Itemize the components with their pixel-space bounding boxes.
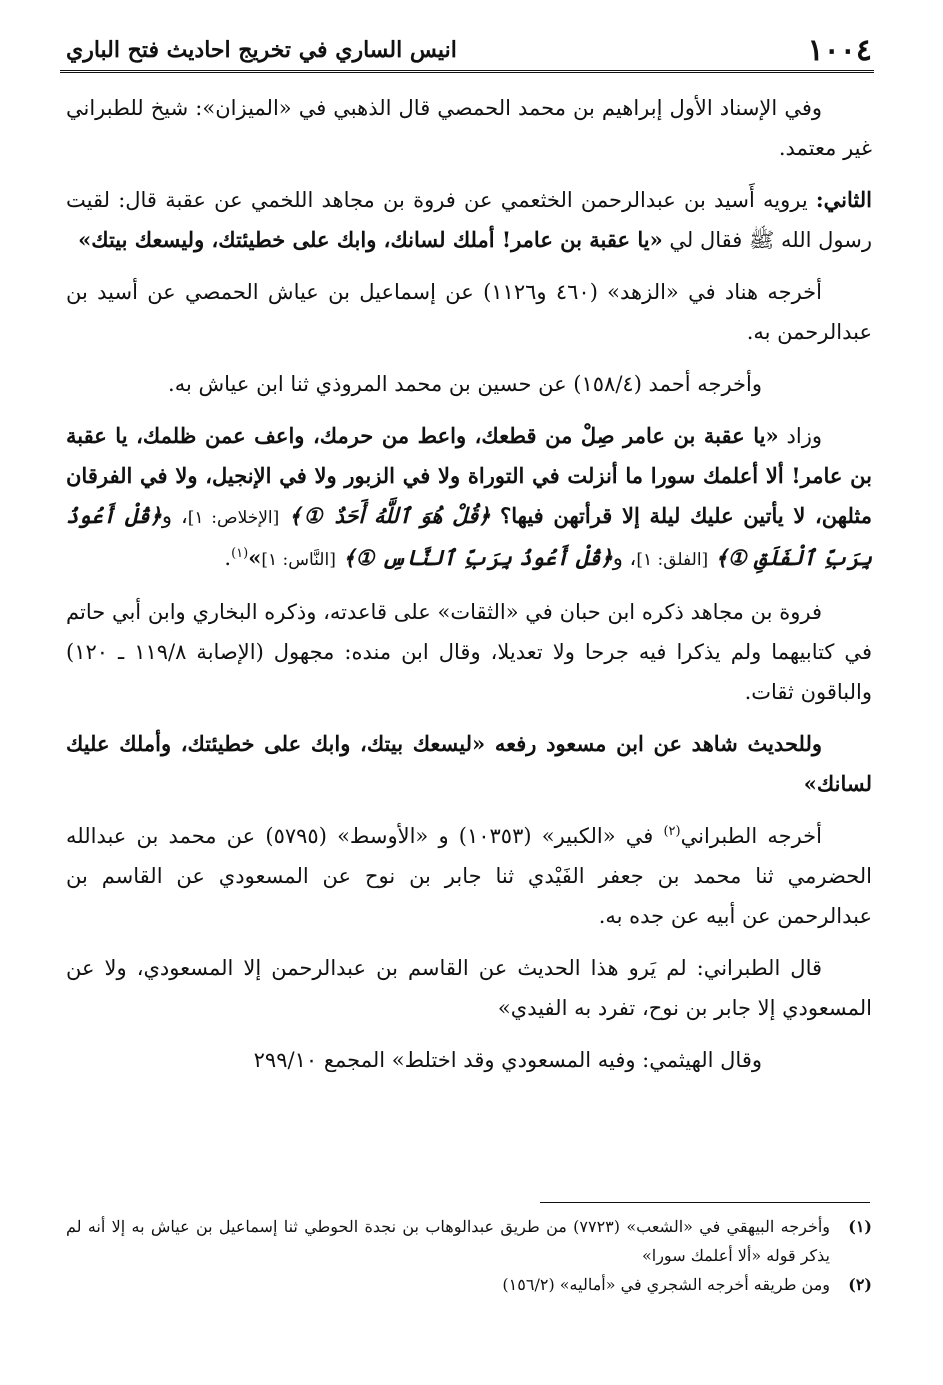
paragraph-7: وللحديث شاهد عن ابن مسعود رفعه «ليسعك بيتك، وابك على خطيئتك، وأملك عليك لسانك» [66,731,872,796]
paragraph-5 [66,416,872,580]
footnote-2 [66,1270,872,1299]
paragraph-2-lead: الثاني: [815,187,872,212]
paragraph-4: وأخرجه أحمد (١٥٨/٤) عن حسين بن محمد المروذي ثنا ابن عياش به. [168,372,762,396]
footnote-text: وأخرجه البيهقي في «الشعب» (٧٧٢٣) من طريق عبدالوهاب بن نجدة الحوطي ثنا إسماعيل بن عياش به إلا أنه لم يذكر قوله «ألا أعلمك سورا» [66,1217,831,1265]
quran-verse-falaq: ﴿قُلْ أَعُوذُ بِرَبِّ ٱلْفَلَقِ ①﴾ [66,503,872,570]
paragraph-8 [66,816,872,936]
paragraph-8-b: في «الكبير» (١٠٣٥٣) و «الأوسط» (٥٧٩٥) عن محمد بن عبدالله الحضرمي ثنا محمد بن جعفر الفَيْدي ثنا جابر بن نوح عن المسعودي عن القاسم بن عبدالرحمن عن أبيه عن جده به. [66,824,872,928]
quote-close: » [248,545,262,570]
conjunction-2: ، و [612,546,637,570]
verse-ref-falaq: [الفلق: ١] [636,550,709,570]
footnote-1 [66,1212,872,1270]
quran-verse-nas: ﴿قُلْ أَعُوذُ بِرَبِّ ٱلنَّاسِ ①﴾ [335,545,613,570]
main-text [66,88,872,1092]
footnotes [66,1212,872,1299]
footnote-marker-1: (١) [231,546,249,561]
paragraph-9: قال الطبراني: لم يَرو هذا الحديث عن القاسم بن عبدالرحمن إلا المسعودي، ولا عن المسعودي إلا جابر بن نوح، تفرد به الفيدي» [66,956,872,1020]
page-number: ١٠٠٤ [807,32,872,68]
paragraph-6: فروة بن مجاهد ذكره ابن حبان في «الثقات» على قاعدته، وذكره البخاري وابن أبي حاتم في كتابيهما ولم يذكرا فيه جرحا ولا تعديلا، وقال ابن منده: مجهول (الإصابة ١١٩/٨ ـ ١٢٠) والباقون ثقات. [66,600,872,704]
verse-ref-ikhlas: [الإخلاص: ١] [187,508,280,528]
paragraph-2-text: يرويه أَسيد بن عبدالرحمن الخثعمي عن فروة بن مجاهد اللخمي عن عقبة قال: لقيت رسول الله ﷺ فقال لي [66,188,872,252]
page-header [66,30,872,70]
footnote-number: (١) [848,1217,872,1236]
book-title: انيس الساري في تخريج احاديث فتح الباري [66,37,457,63]
conjunction-1: ، و [161,504,188,528]
hadith-quote: «يا عقبة بن عامر! أملك لسانك، وابك على خطيئتك، وليسعك بيتك» [78,227,663,252]
paragraph-5-end: . [224,546,232,570]
verse-ref-nas: [النَّاس: ١] [261,550,336,570]
header-rule [60,70,874,76]
paragraph-2 [66,180,872,260]
footnote-marker-2: (٢) [663,824,681,839]
hadith-addition: «يا عقبة بن عامر صِلْ من قطعك، واعط من حرمك، واعف عمن ظلمك، يا عقبة بن عامر! ألا أعلمك سورا ما أنزلت في التوراة ولا في الزبور ولا في الإنجيل، ولا في الفرقان مثلهن، لا يأتين عليك ليلة إلا قرأتهن فيها؟ [66,423,872,528]
paragraph-5-intro: وزاد [778,424,822,448]
paragraph-3: أخرجه هناد في «الزهد» (٤٦٠ و١١٢٦) عن إسماعيل بن عياش الحمصي عن أسيد بن عبدالرحمن به. [66,280,872,344]
footnote-rule [540,1202,870,1203]
footnote-text: ومن طريقه أخرجه الشجري في «أماليه» (١٥٦/٢) [502,1275,830,1294]
footnote-number: (٢) [848,1275,872,1294]
paragraph-10: وقال الهيثمي: وفيه المسعودي وقد اختلط» المجمع ٢٩٩/١٠ [253,1048,762,1072]
paragraph-1: وفي الإسناد الأول إبراهيم بن محمد الحمصي قال الذهبي في «الميزان»: شيخ للطبراني غير معتمد. [66,96,872,160]
quran-verse-ikhlas: ﴿قُلْ هُوَ ٱللَّهُ أَحَدٌ ①﴾ [279,503,501,528]
paragraph-8-a: أخرجه الطبراني [680,824,822,848]
